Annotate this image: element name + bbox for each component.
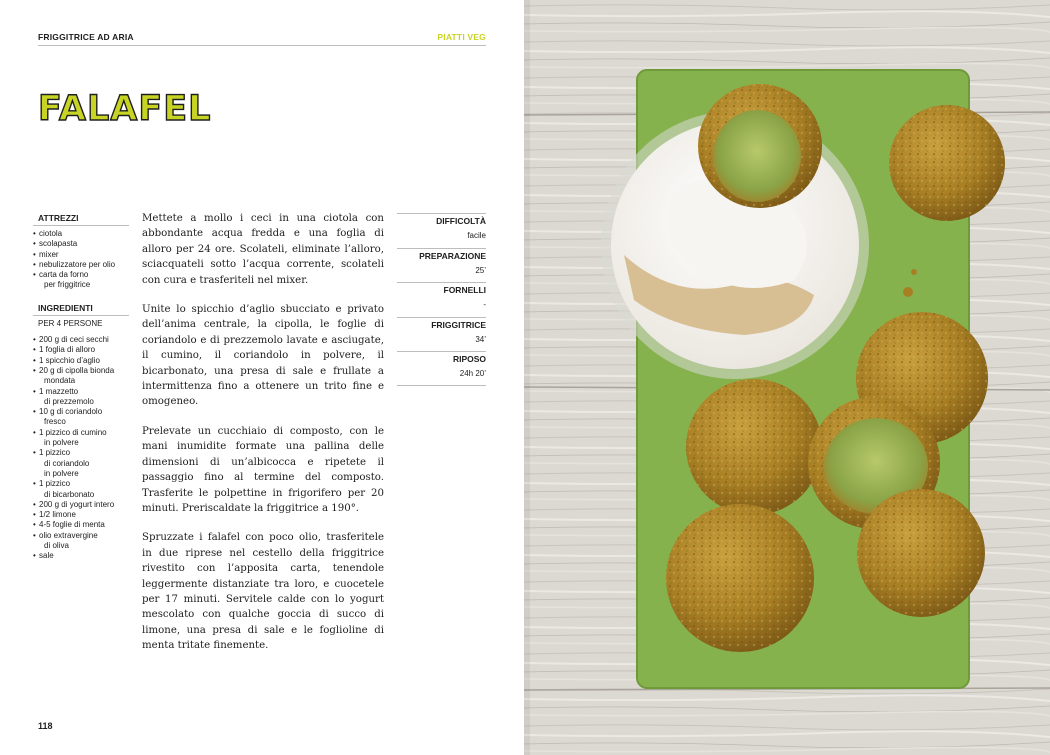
info-value: 25’ xyxy=(475,265,486,275)
food-photo xyxy=(524,0,1050,755)
info-label: PREPARAZIONE xyxy=(419,250,486,261)
method-step: Prelevate un cucchiaio di composto, con le mani inumidite formate una pallina delle dimensioni di un’albicocca e ripetete il passaggio fino al termine del composto. Trasferite le polpettine in frigorifero per 20 minuti. Preriscaldate la friggitrice a 190°. xyxy=(142,425,384,514)
ingredient-item: • 4-5 foglie di menta xyxy=(33,520,129,530)
ingredient-item-continuation: di oliva xyxy=(44,541,69,551)
info-value: 24h 20’ xyxy=(459,369,486,378)
ingredient-item: • 10 g di coriandolo xyxy=(33,407,129,417)
left-page xyxy=(0,0,524,755)
ingredient-item-continuation: fresco xyxy=(44,417,66,427)
info-label: FORNELLI xyxy=(443,285,486,295)
running-header xyxy=(38,32,486,46)
ingredients-list xyxy=(33,335,129,562)
info-stovetop xyxy=(397,282,486,317)
ingredients-section xyxy=(33,303,129,562)
info-value: - xyxy=(483,300,486,309)
ingredient-item: • 200 g di yogurt intero xyxy=(33,500,129,510)
ingredient-item-continuation: di bicarbonato xyxy=(44,489,95,499)
category-label: PIATTI VEG xyxy=(437,32,486,42)
method-column xyxy=(142,211,384,668)
ingredients-heading: INGREDIENTI xyxy=(33,303,129,316)
info-label: FRIGGITRICE xyxy=(431,319,486,330)
book-section-label: FRIGGITRICE AD ARIA xyxy=(38,32,134,42)
recipe-title: FALAFEL xyxy=(38,89,212,129)
info-air-fryer xyxy=(397,317,486,352)
ingredient-item: • 200 g di ceci secchi xyxy=(33,335,129,345)
ingredient-item: • 1 pizzico di cumino xyxy=(33,428,129,438)
info-label: RIPOSO xyxy=(452,354,486,364)
tools-list xyxy=(33,229,129,291)
tools-heading: ATTREZZI xyxy=(33,213,129,226)
ingredient-item: • 1 foglia di alloro xyxy=(33,345,129,355)
info-preparation xyxy=(397,248,486,283)
info-column xyxy=(397,213,486,386)
method-step: Unite lo spicchio d’aglio sbucciato e privato dell’anima centrale, la cipolla, le foglie di coriandolo e di prezzemolo lavate e asciugate, il cumino, il coriandolo in polvere, il bicarbonato, una presa di sale e frullate a intermittenza fino a ottenere un trito fine e omogeneo. xyxy=(142,304,384,408)
tool-item: • ciotola xyxy=(33,229,129,239)
ingredient-item: • 1 mazzetto xyxy=(33,387,129,397)
tool-item: • carta da forno xyxy=(33,270,129,280)
ingredient-item: • 1 pizzico xyxy=(33,448,129,458)
info-value: facile xyxy=(467,231,486,240)
ingredient-item: • 1/2 limone xyxy=(33,510,129,520)
ingredient-item: • sale xyxy=(33,551,129,561)
page-number: 118 xyxy=(38,721,53,731)
method-step: Spruzzate i falafel con poco olio, trasferitele in due riprese nel cestello della friggitrice rivestito con l’apposita carta, tenendole leggermente distanziate tra loro, e cuocetele per 17 minuti. Servitele calde con lo yogurt mescolato con qualche goccia di succo di limone, una presa di sale e le foglioline di menta tritate finemente. xyxy=(142,532,384,652)
tool-item: • mixer xyxy=(33,250,129,260)
ingredient-item-continuation: di coriandolo xyxy=(44,458,90,468)
ingredient-item: • 1 pizzico xyxy=(33,479,129,489)
servings-label: PER 4 PERSONE xyxy=(38,318,103,328)
falafel-plate-illustration xyxy=(524,0,1050,755)
ingredient-item-continuation: in polvere xyxy=(44,438,79,448)
ingredient-item-continuation: in polvere xyxy=(44,468,79,478)
info-rest xyxy=(397,351,486,386)
ingredient-item-continuation: mondata xyxy=(44,376,76,386)
ingredient-item-continuation: di prezzemolo xyxy=(44,396,94,406)
info-value: 34’ xyxy=(475,334,486,344)
tool-item-continuation: per friggitrice xyxy=(44,280,91,290)
ingredient-item: • olio extravergine xyxy=(33,531,129,541)
ingredient-item: • 1 spicchio d’aglio xyxy=(33,356,129,366)
tools-section xyxy=(33,213,129,291)
tool-item: • nebulizzatore per olio xyxy=(33,260,129,270)
ingredient-item: • 20 g di cipolla bionda xyxy=(33,366,129,376)
tool-item: • scolapasta xyxy=(33,239,129,249)
info-label: DIFFICOLTÀ xyxy=(436,216,486,226)
info-difficulty xyxy=(397,213,486,248)
method-step: Mettete a mollo i ceci in una ciotola con abbondante acqua fredda e una foglia di alloro per 24 ore. Scolateli, eliminate l’alloro, sciacquateli sotto l’acqua corrente, scolateli con cura e trasferiteli nel mixer. xyxy=(142,213,384,286)
ingredients-column xyxy=(33,213,129,562)
